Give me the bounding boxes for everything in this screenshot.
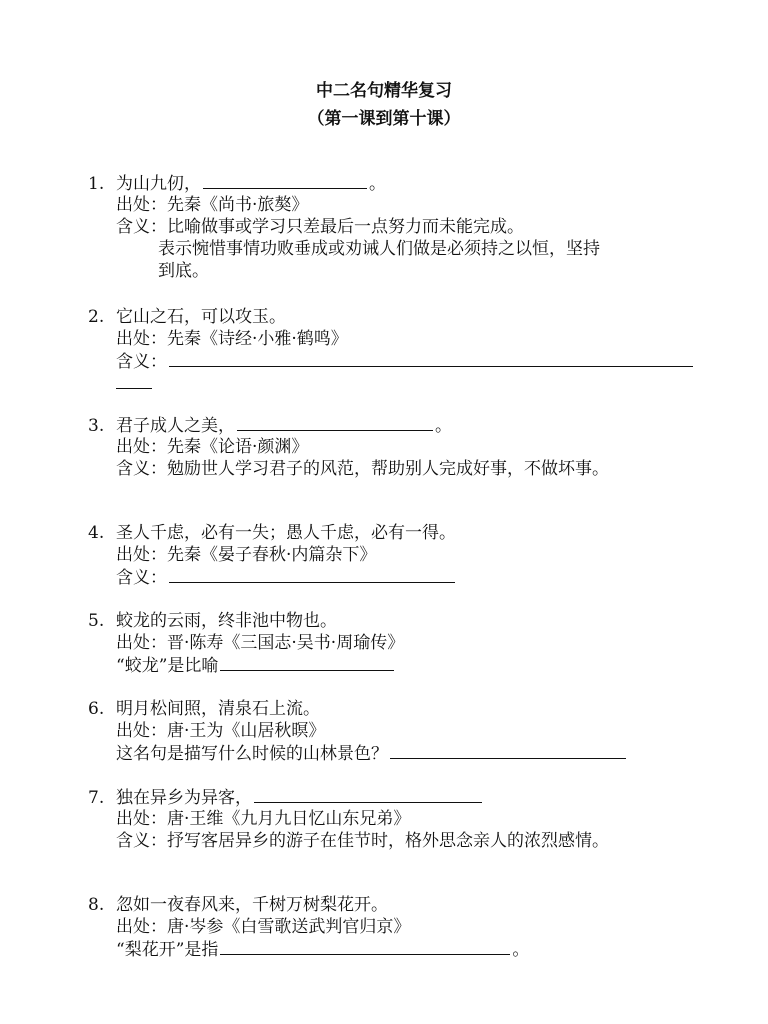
source-line: 出处：唐·王为《山居秋暝》	[116, 721, 326, 741]
meaning-line: 到底。	[158, 261, 209, 281]
list-item	[88, 172, 728, 282]
item-number: 5.	[88, 611, 105, 631]
item-number: 2.	[88, 307, 105, 327]
item-number: 6.	[88, 699, 105, 719]
source-line: 出处：先秦《尚书·旅獒》	[116, 195, 309, 215]
item-number: 4.	[88, 523, 105, 543]
answer-blank[interactable]	[237, 414, 433, 431]
source-line: 出处：晋·陈寿《三国志·吴书·周瑜传》	[116, 633, 405, 653]
item-number: 1.	[88, 174, 105, 194]
page-title: 中二名句精华复习	[316, 81, 452, 101]
quote-text: 圣人千虑，必有一失；愚人千虑，必有一得。	[116, 523, 456, 543]
list-item	[88, 786, 728, 852]
question-text: “蛟龙”是比喻	[116, 656, 219, 676]
meaning-label: 含义：	[116, 352, 167, 372]
answer-blank[interactable]	[254, 786, 482, 803]
quote-text: 独在异乡为异客，	[116, 788, 252, 808]
question-text: 这名句是描写什么时候的山林景色？	[116, 744, 388, 764]
item-number: 8.	[88, 895, 105, 915]
answer-blank-continued[interactable]	[116, 372, 152, 389]
list-item	[88, 894, 728, 960]
source-line: 出处：先秦《晏子春秋·内篇杂下》	[116, 545, 377, 565]
meaning-line: 含义：比喻做事或学习只差最后一点努力而未能完成。	[116, 217, 524, 237]
source-line: 出处：唐·王维《九月九日忆山东兄弟》	[116, 809, 411, 829]
source-line: 出处：唐·岑参《白雪歌送武判官归京》	[116, 917, 411, 937]
quote-text: 明月松间照，清泉石上流。	[116, 699, 320, 719]
page-subtitle: （第一课到第十课）	[307, 109, 461, 129]
list-item	[88, 414, 728, 480]
quote-text: 蛟龙的云雨，终非池中物也。	[116, 611, 337, 631]
meaning-line: 含义：抒写客居异乡的游子在佳节时，格外思念亲人的浓烈感情。	[116, 831, 609, 851]
answer-blank[interactable]	[169, 566, 455, 583]
answer-blank[interactable]	[203, 172, 367, 189]
quote-text: 为山九仞，	[116, 174, 201, 194]
source-line: 出处：先秦《论语·颜渊》	[116, 437, 309, 457]
answer-blank[interactable]	[390, 742, 626, 759]
answer-blank[interactable]	[169, 350, 693, 367]
quote-text: 忽如一夜春风来，千树万树梨花开。	[116, 895, 388, 915]
punctuation: 。	[369, 174, 386, 194]
answer-blank[interactable]	[220, 654, 394, 671]
quote-text: 它山之石，可以攻玉。	[116, 307, 286, 327]
meaning-label: 含义：	[116, 568, 167, 588]
meaning-line: 表示惋惜事情功败垂成或劝诫人们做是必须持之以恒，坚持	[158, 239, 600, 259]
answer-blank[interactable]	[220, 938, 510, 955]
punctuation: 。	[512, 940, 530, 960]
punctuation: 。	[435, 416, 452, 436]
item-number: 7.	[88, 788, 105, 808]
source-line: 出处：先秦《诗经·小雅·鹤鸣》	[116, 329, 348, 349]
meaning-line: 含义：勉励世人学习君子的风范，帮助别人完成好事，不做坏事。	[116, 459, 609, 479]
question-text: “梨花开”是指	[116, 940, 219, 960]
list-item	[88, 306, 728, 394]
item-number: 3.	[88, 416, 105, 436]
list-item	[88, 698, 728, 764]
quote-text: 君子成人之美，	[116, 416, 235, 436]
list-item	[88, 522, 728, 588]
list-item	[88, 610, 728, 676]
